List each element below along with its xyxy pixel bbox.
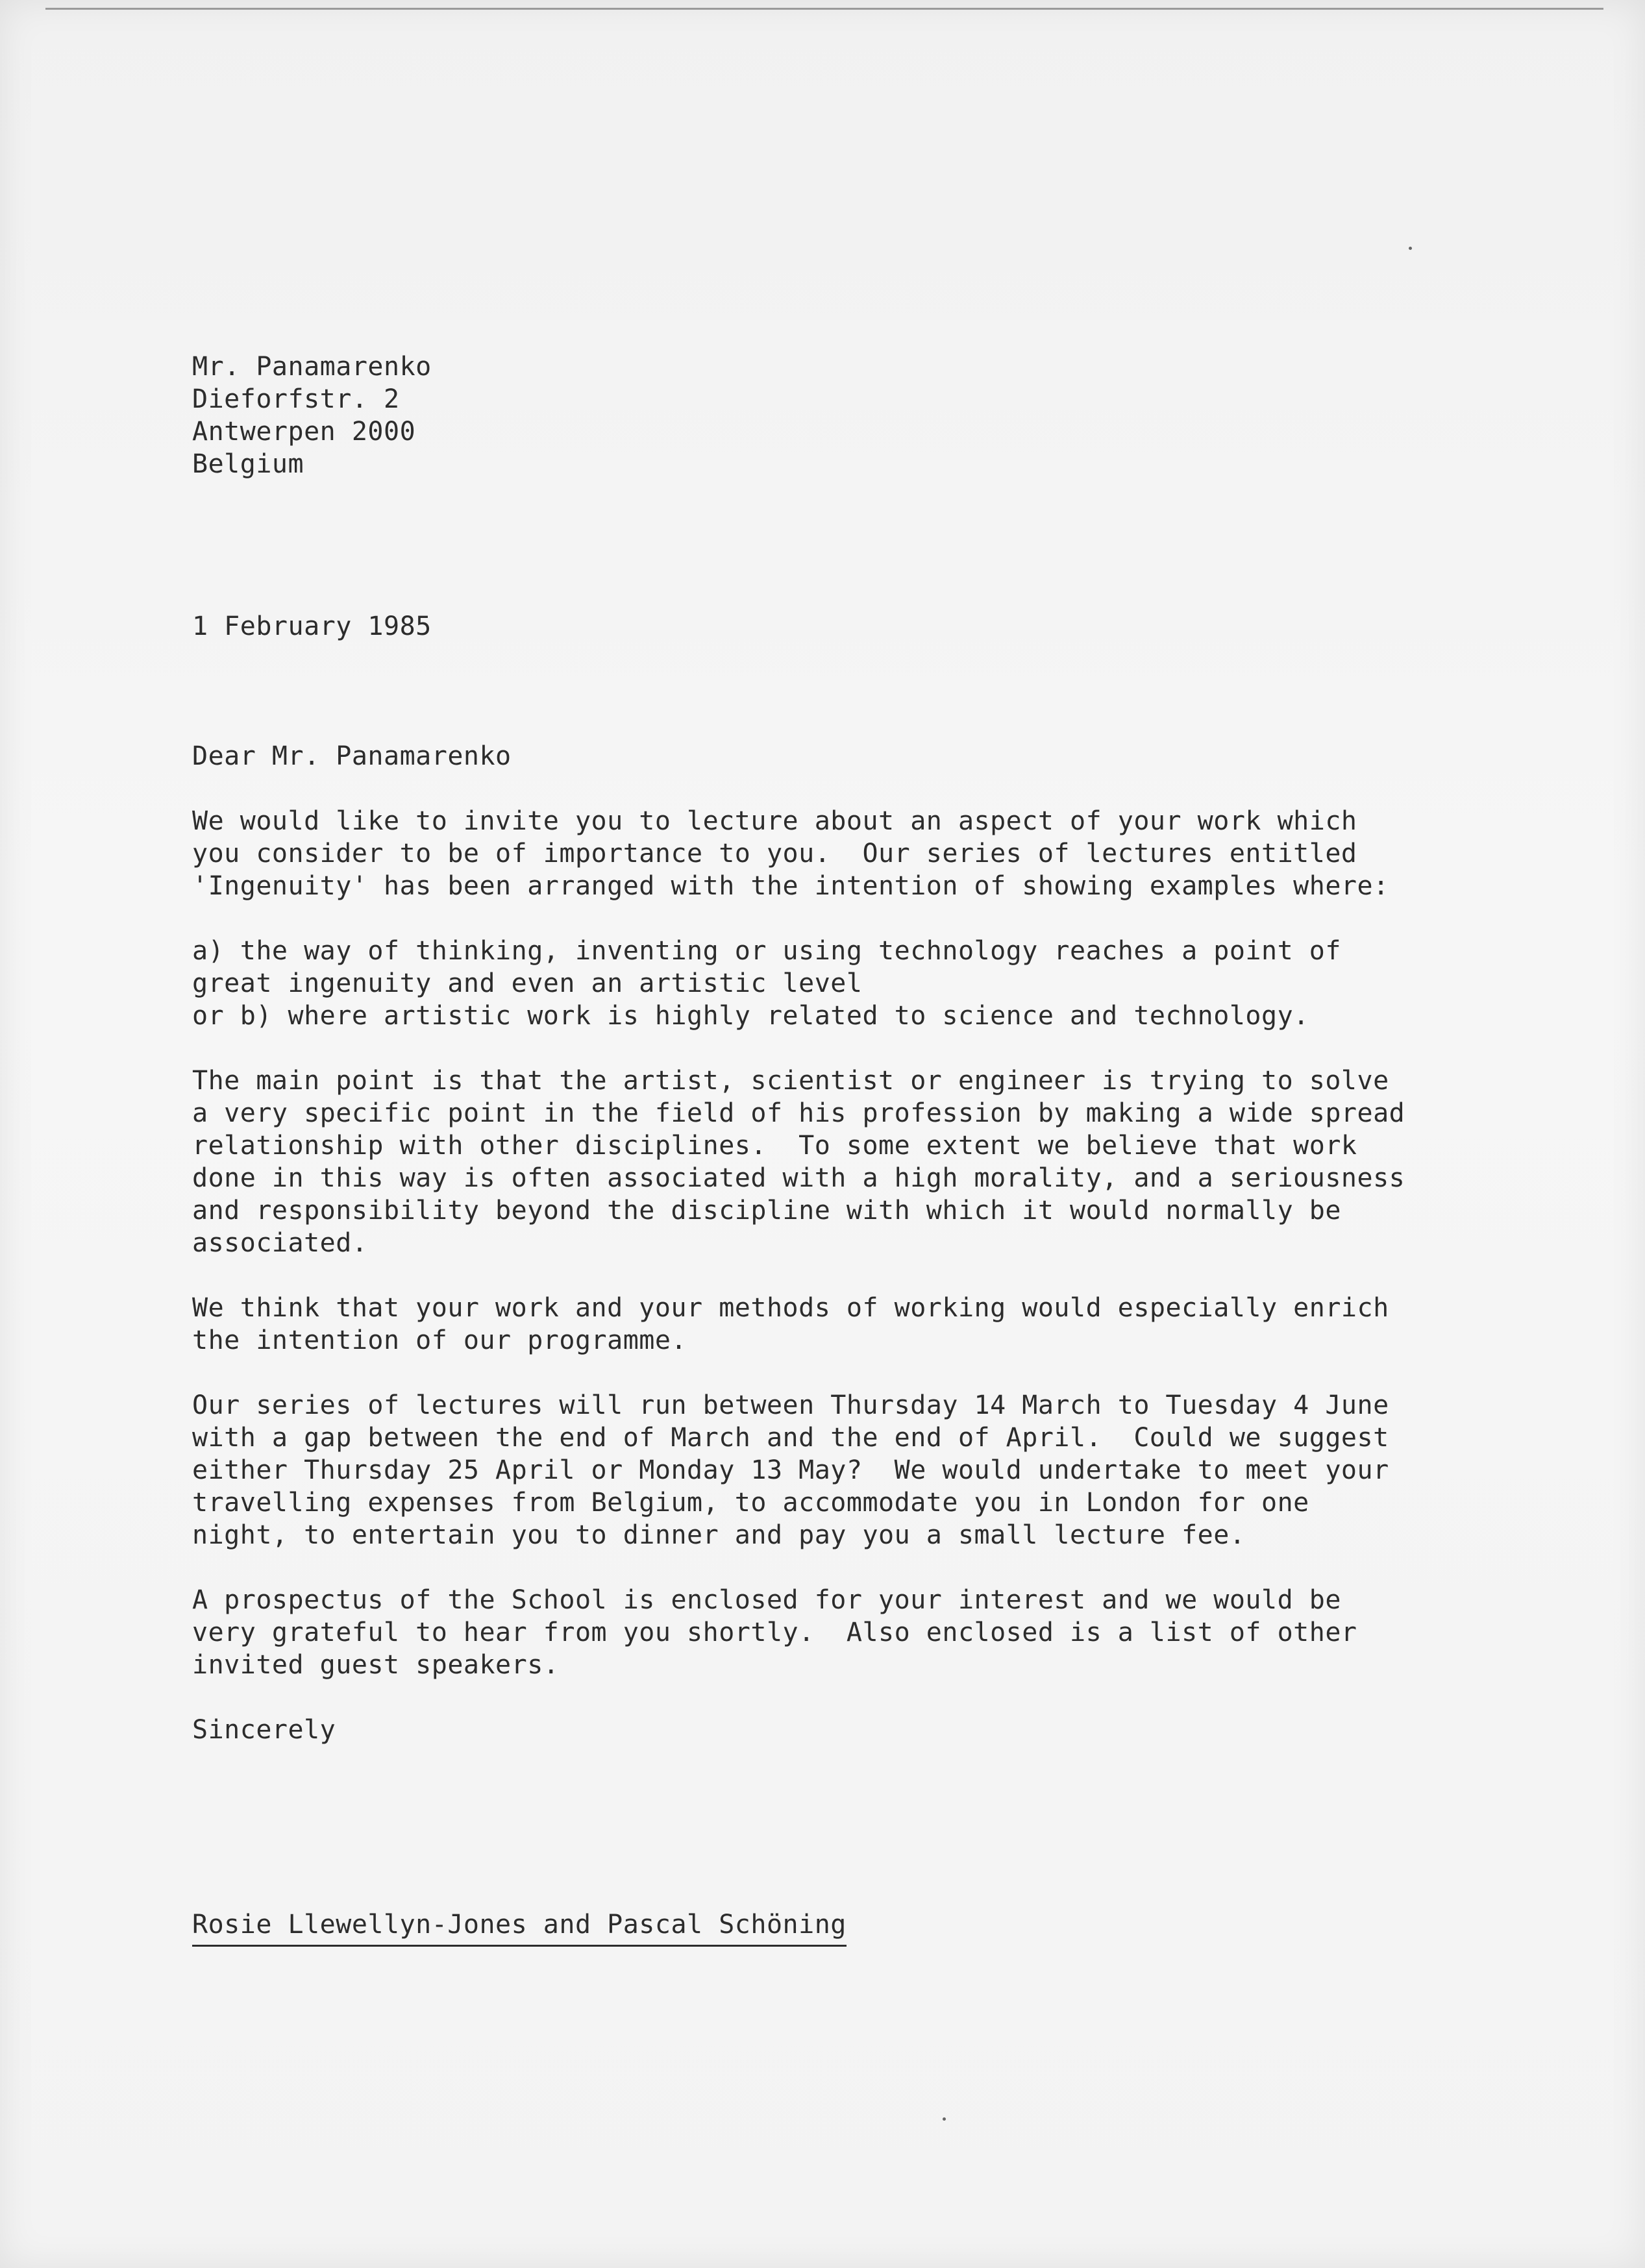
- paragraph-line: Our series of lectures will run between Thursday 14 March to Tuesday 4 June: [192, 1390, 1389, 1420]
- recipient-address: [192, 351, 1452, 480]
- paragraph-line: a) the way of thinking, inventing or using technology reaches a point of: [192, 936, 1341, 966]
- closing: Sincerely: [192, 1715, 336, 1745]
- paragraph-line: A prospectus of the School is enclosed for your interest and we would be: [192, 1585, 1341, 1615]
- paragraph-invitation: [192, 805, 1452, 902]
- recipient-city: Antwerpen 2000: [192, 417, 416, 447]
- paragraph-schedule: [192, 1389, 1452, 1551]
- paragraph-line: and responsibility beyond the discipline with which it would normally be: [192, 1196, 1341, 1226]
- paragraph-line: We would like to invite you to lecture about an aspect of your work which: [192, 806, 1357, 836]
- paragraph-line: or b) where artistic work is highly related to science and technology.: [192, 1001, 1309, 1031]
- paragraph-enrich: [192, 1292, 1452, 1357]
- paragraph-examples: [192, 935, 1452, 1032]
- recipient-street: Dieforfstr. 2: [192, 384, 400, 414]
- paragraph-line: travelling expenses from Belgium, to accommodate you in London for one: [192, 1488, 1309, 1518]
- recipient-country: Belgium: [192, 449, 304, 479]
- speck-mark: [943, 2117, 946, 2121]
- paragraph-line: done in this way is often associated with a high morality, and a seriousness: [192, 1163, 1405, 1193]
- paragraph-line: night, to entertain you to dinner and pay you a small lecture fee.: [192, 1520, 1246, 1550]
- paragraph-line: invited guest speakers.: [192, 1650, 560, 1680]
- paragraph-line: The main point is that the artist, scientist or engineer is trying to solve: [192, 1066, 1389, 1096]
- speck-mark: [1409, 247, 1412, 250]
- paragraph-line: relationship with other disciplines. To some extent we believe that work: [192, 1131, 1357, 1161]
- paragraph-prospectus: [192, 1584, 1452, 1681]
- paragraph-line: you consider to be of importance to you. Our series of lectures entitled: [192, 839, 1357, 869]
- paragraph-main-point: [192, 1065, 1452, 1259]
- paragraph-line: a very specific point in the field of his profession by making a wide spread: [192, 1098, 1405, 1128]
- paragraph-line: We think that your work and your methods of working would especially enrich: [192, 1293, 1389, 1323]
- recipient-name: Mr. Panamarenko: [192, 352, 432, 382]
- letter-body: [192, 351, 1452, 1947]
- signatories: Rosie Llewellyn-Jones and Pascal Schöning: [192, 1908, 847, 1947]
- paragraph-line: with a gap between the end of March and the end of April. Could we suggest: [192, 1423, 1389, 1453]
- paragraph-line: very grateful to hear from you shortly. Also enclosed is a list of other: [192, 1618, 1357, 1647]
- paragraph-line: associated.: [192, 1228, 368, 1258]
- paragraph-line: 'Ingenuity' has been arranged with the intention of showing examples where:: [192, 871, 1389, 901]
- paragraph-line: either Thursday 25 April or Monday 13 May? We would undertake to meet your: [192, 1455, 1389, 1485]
- letter-date: 1 February 1985: [192, 611, 432, 641]
- paragraph-line: great ingenuity and even an artistic level: [192, 968, 863, 998]
- salutation: Dear Mr. Panamarenko: [192, 741, 512, 771]
- paragraph-line: the intention of our programme.: [192, 1325, 687, 1355]
